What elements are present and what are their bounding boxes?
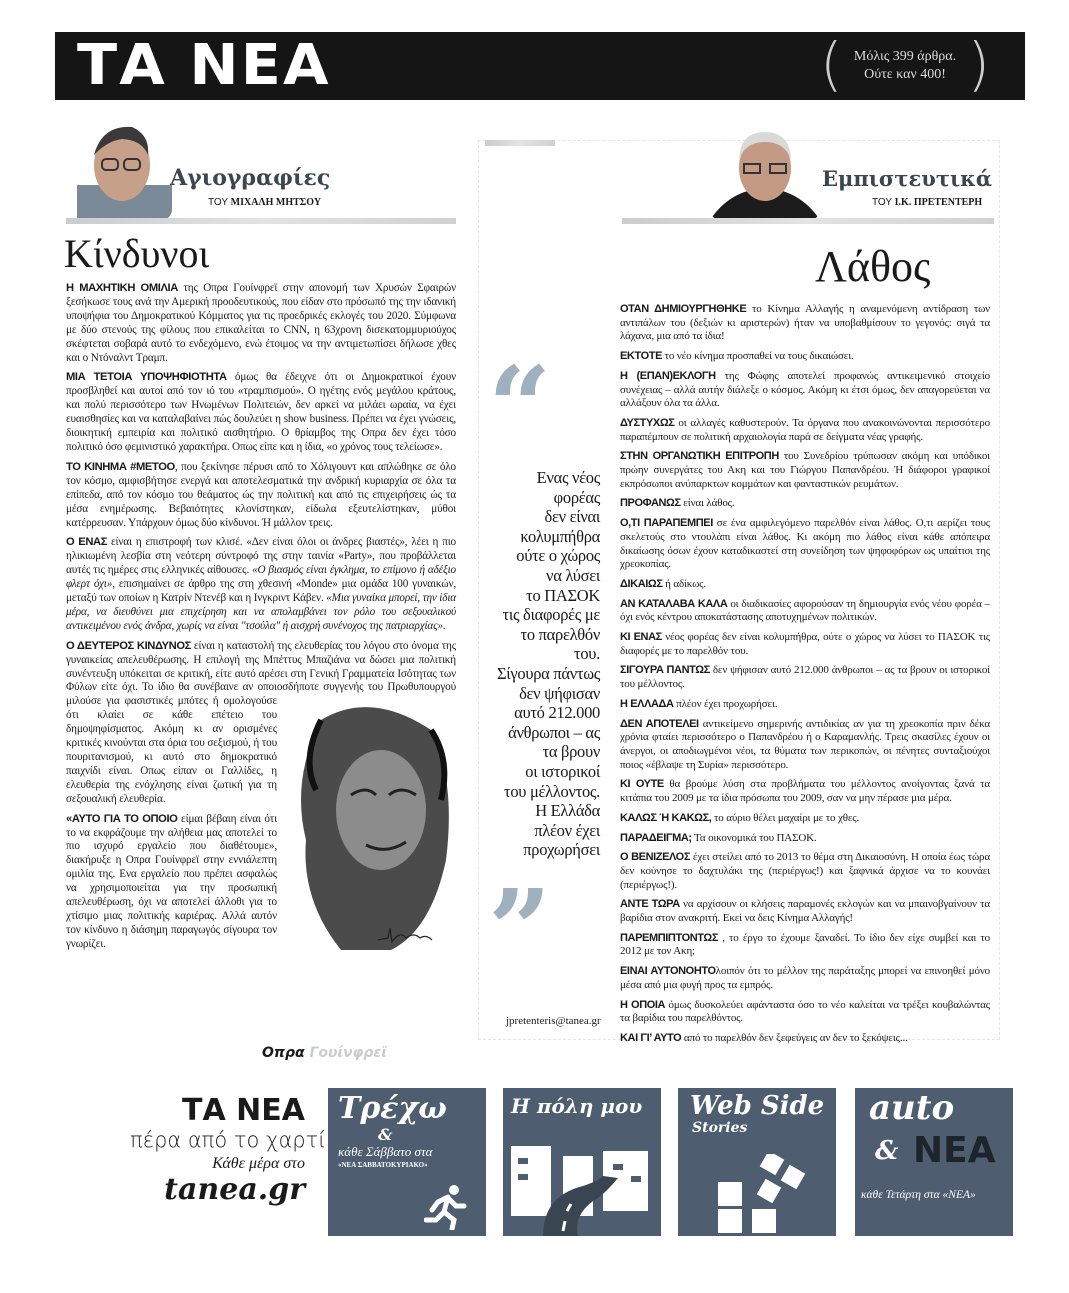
paragraph-lead: ΔΙΚΑΙΩΣ [620, 577, 663, 590]
pull-quote-line: οι ιστορικοί [525, 761, 600, 781]
squares-logo-icon [718, 1154, 818, 1234]
running-man-icon [424, 1184, 468, 1230]
divider [622, 218, 994, 224]
paragraph [620, 932, 990, 959]
pull-quote-line: Σίγουρα πάντως [496, 663, 600, 683]
promo-box-web-side-stories[interactable] [678, 1088, 836, 1236]
pull-quote-line: να λύσει [546, 565, 600, 585]
paragraph-lead: Η ΕΛΛΑΔΑ [620, 697, 674, 710]
paragraph [620, 631, 990, 658]
paragraph-lead: ΣΙΓΟΥΡΑ ΠΑΝΤΩΣ [620, 664, 710, 677]
pull-quote-line: άνθρωποι – ας [508, 722, 600, 742]
paragraph-text: όμως δυσκολεύει αφάνταστα όσο το νέο καλείται να τρέξει κουβαλώντας τα βαρίδια του παρελθόντος. [620, 998, 990, 1025]
artist-signature [376, 924, 436, 946]
paragraph-text: θα βρούμε λύση στα προβλήματα του μέλλοντος ανοίγοντας ξανά τα κιτάπια του 2009 με τα ίδια πρόσωπα του 2009, σαν να μην πέρασε μια μέρα. [620, 778, 991, 805]
promo-logo: ΤΑ ΝΕΑ [182, 1093, 305, 1128]
paragraph-lead: ΑΝ ΚΑΤΑΛΑΒΑ ΚΑΛΑ [620, 597, 728, 610]
newspaper-logo: ΤΑ ΝΕΑ [77, 33, 331, 98]
paragraph-lead: Η ΟΠΟΙΑ [620, 998, 666, 1011]
pull-quote-line: του. [574, 644, 600, 664]
paragraph [620, 999, 990, 1026]
column-rubric: Εμπιστευτικά [822, 166, 993, 191]
paragraph-lead: ΠΑΡΑΔΕΙΓΜΑ; [620, 831, 692, 844]
paragraph [620, 517, 990, 572]
paragraph [620, 417, 990, 444]
masthead-motto [820, 30, 990, 98]
divider [485, 140, 555, 146]
author-email[interactable]: jpretenteris@tanea.gr [506, 1015, 601, 1027]
paragraph [620, 370, 990, 411]
pull-quote-line: αυτό 212.000 [514, 703, 600, 723]
byline-prefix: ΤΟΥ [208, 197, 228, 208]
paragraph-text: του Συνεδρίου τρύπωσαν ακόμη και υπόδικοι πρώην συνεργάτες του Ακη και του Γιώργου Παπανδρέου. Ή διάφοροι γραφικοί εκπρόσωποι ανύπαρκτων κομμάτων και φανταστικών ρευμάτων. [620, 450, 990, 490]
promo-box-sub: «ΝΕΑ ΣΑΒΒΑΤΟΚΥΡΙΑΚΟ» [338, 1161, 428, 1169]
article-title: Κίνδυνοι [64, 231, 210, 276]
paragraph [620, 698, 990, 712]
city-road-icon [503, 1126, 661, 1236]
promo-box-trexo[interactable] [328, 1088, 486, 1236]
close-quote-icon: ” [488, 865, 552, 994]
pull-quote-line: τις διαφορές με [502, 605, 600, 625]
paragraph-text: το αύριο θέλει μαχαίρι με το χθες. [711, 811, 860, 824]
paragraph-text: οι αλλαγές καθυστερούν. Τα όργανα που ανακοινώνονται περισσότερο παραπέμπουν σε πολιτική αρχαιολογία παρά σε δείγματα νέας γραφής. [620, 416, 990, 443]
paragraph-lead: ΚΙ ΕΝΑΣ [620, 631, 662, 644]
divider [66, 218, 456, 224]
promo-box-sub: Stories [692, 1120, 748, 1136]
paragraph-lead: ΔΕΝ ΑΠΟΤΕΛΕΙ [620, 717, 699, 730]
paragraph-text: είναι λάθος. [680, 497, 735, 510]
promo-box-sub: κάθε Τετάρτη στα «ΝΕΑ» [861, 1189, 976, 1201]
paragraph-text: έχει στείλει από το 2013 το θέμα στη Δικαιοσύνη. Η οποία έως τώρα δεν κούνησε το δαχτυλάκι της (περιέργως!) και ξαφνικά άρχισε να το κουνάει (περιέργως!). [620, 851, 990, 891]
masthead [55, 32, 1025, 100]
paragraph-text: το Κίνημα Αλλαγής η αναμενόμενη αντίδραση των αντιπάλων του (δεξιών κι αριστερών) ήταν να υποβαθμίσουν το γεγονός: σιγά τα λάχανα, μια από τα ίδια! [620, 303, 990, 343]
paragraph-text: δεν ψήφισαν αυτό 212.000 άνθρωποι – ας τα βρουν οι ιστορικοί του μέλλοντος. [620, 664, 990, 691]
pull-quote-line: δεν είναι [544, 507, 600, 527]
paragraph-text: Τα οικονομικά του ΠΑΣΟΚ. [691, 831, 817, 844]
paragraph [620, 598, 990, 625]
byline-name: Ι.Κ. ΠΡΕΤΕΝΤΕΡΗ [894, 197, 983, 208]
paragraph [620, 851, 990, 892]
pull-quote-line: Η Ελλάδα [535, 801, 600, 821]
article-body-left [66, 282, 456, 958]
pull-quote-line: φορέας [553, 487, 600, 507]
columnist-photo-pretenteris [710, 120, 820, 220]
promo-daily: Κάθε μέρα στο [212, 1155, 305, 1172]
paragraph [620, 578, 990, 592]
promo-box-title: Τρέχω [338, 1091, 447, 1126]
promo-box-title: ΝΕΑ [913, 1130, 996, 1171]
paragraph [620, 718, 990, 773]
paragraph-lead: ΠΡΟΦΑΝΩΣ [620, 497, 681, 510]
paragraph-lead: ΚΙ ΟΥΤΕ [620, 778, 664, 791]
paragraph: Η ΜΑΧΗΤΙΚΗ ΟΜΙΛΙΑ της Οπρα Γουίνφρεϊ στην απονομή των Χρυσών Σφαιρών ξεσήκωσε τους ανά την Αμερική προοδευτικούς, που είδαν στο πρόσωπό της την ιδανική υποψήφια του Δημοκρατικού Κόμματος για τις προεδρικές εκλογές του 2020. Σύμφωνα με δύο στενούς της φίλους που επικαλείται το CNN, η 63χρονη δισεκατομμυριούχος σκέφτεται σοβαρά αυτό το ενδεχόμενο, ενώ έτοιμος να την αντιμετωπίσει δήλωσε χθες και ο Ντόναλντ Τραμπ. [66, 282, 456, 364]
paragraph [620, 303, 990, 344]
open-quote-icon: “ [488, 342, 552, 471]
paragraph [620, 965, 990, 992]
pull-quote-line: του μέλλοντος. [503, 781, 600, 801]
pull-quote-line: προχωρήσει [523, 840, 600, 860]
paragraph-text: νέος φορέας δεν είναι κολυμπήθρα, ούτε ο χώρος να λύσει το ΠΑΣΟΚ τις διαφορές με το παρελθόν του. [620, 631, 990, 657]
paragraph: «ΑΥΤΟ ΓΙΑ ΤΟ ΟΠΟΙΟ είμαι βέβαιη είναι ότι το να εκφράζουμε την αλήθεια μας αποτελεί το πιο ισχυρό εργαλείο που διαθέτουμε», διακήρυξε η Οπρα Γουίνφρεϊ στην εννιάλεπτη ομιλία της. Ενα εργαλείο που πρέπει ασφαλώς να χρησιμοποιείται για την προσωπική απελευθέρωση, όχι να αποτελεί άλλοθι για το χτίσιμο μιας πολιτικής καριέρας. Αλλά αυτόν τον κίνδυνο η διάσημη παραγωγός σίγουρα τον γνωρίζει. [66, 812, 277, 950]
columnist-photo-mitsos [72, 115, 172, 220]
promo-box-title: auto [869, 1088, 955, 1128]
paragraph: Ο ΕΝΑΣ είναι η επιστροφή των κλισέ. «Δεν είναι όλοι οι άνδρες βιαστές», λέει η πιο ηλικιωμένη λεσβία στη νεότερη σύντροφό της στην ταινία «Party», που προβάλλεται αυτές τις ημέρες στις ελληνικές αίθουσες. «Ο βιασμός είναι έγκλημα, το επίμονο ή αδέξιο φλερτ όχι», επισημαίνει σε άρθρο της στη χθεσινή «Monde» μια ομάδα 100 γυναικών, μεταξύ των οποίων η Κατρίν Ντενέβ και η Ινγκριντ Κάβεν. «Μια γυναίκα μπορεί, την ίδια μέρα, να διευθύνει μια επιχείρηση και να απολαμβάνει τον ρόλο του σεξουαλικού αντικειμένου ενός άνδρα, χωρίς να είναι "τσούλα" ή αισχρή συνένοχος της πατριαρχίας». [66, 536, 457, 632]
motto-line: Ούτε καν 400! [864, 67, 946, 82]
pull-quote-line: ούτε ο χώρος [516, 546, 600, 566]
pull-quote-line: το παρελθόν [520, 624, 600, 644]
paragraph: ΤΟ ΚΙΝΗΜΑ #METOO, που ξεκίνησε πέρυσι από το Χόλιγουντ και απλώθηκε σε όλο τον κόσμο, αμφισβήτησε ενεργά και αποτελεσματικά την ανδρική κυριαρχία σε όλα τα επίπεδα, από τον κόσμο του θεάματος ώς την πολιτική και από τις επιχειρήσεις ώς τα μέσα ενημέρωσης. Βεβαιότητες κλονίστηκαν, είδωλα εξευτελίστηκαν, μύθοι κατέρρευσαν. Υπάρχουν όμως δύο κίνδυνοι. Ή μάλλον τρεις. [66, 460, 456, 529]
caption-last: Γουίνφρεϊ [309, 1045, 387, 1061]
paragraph-lead: ΚΑΙ ΓΙ’ ΑΥΤΟ [620, 1031, 682, 1044]
paragraph-text: οι διαδικασίες αφορούσαν τη δημιουργία ενός νέου φορέα – όχι ενός κέντρου αποκατάστασης αποτυχημένων πολιτικών. [620, 597, 990, 624]
paragraph-text: να αρχίσουν οι κλήσεις παραμονές εκλογών και να μπαινοβγαίνουν τα βαρίδια στον ανακριτή. Εκεί να δεις Κίνημα Αλλαγής! [620, 898, 990, 925]
paragraph-lead: ΕΙΝΑΙ ΑΥΤΟΝΟΗΤΟ [620, 965, 716, 978]
promo-tagline: πέρα από το χαρτί [130, 1128, 327, 1152]
paragraph [620, 350, 990, 364]
paragraph [620, 832, 990, 846]
paragraph-lead: ΟΤΑΝ ΔΗΜΙΟΥΡΓΗΘΗΚΕ [620, 303, 747, 315]
paragraph [620, 664, 990, 691]
paragraph-text: το νέο κίνημα προσπαθεί να τους δικαιώσει. [662, 350, 854, 363]
paragraph-lead: ΕΚΤΟΤΕ [620, 350, 663, 363]
paragraph-lead: ΠΑΡΕΜΠΙΠΤΟΝΤΩΣ [620, 931, 719, 944]
paragraph-text: ή αδίκως. [662, 577, 706, 590]
ampersand: & [378, 1125, 393, 1144]
motto-line: Μόλις 399 άρθρα. [853, 49, 957, 64]
paragraph-text: της Φώφης αποτελεί προφανώς αντικειμενικό στοιχείο συνέχειας – αλλά αυτήν διάλεξε ο κόσμος. Ακόμη κι έτσι όμως, δεν απαγορεύεται να αλλάξουν όλα τα άλλα. [620, 369, 990, 410]
paragraph-lead: ΣΤΗΝ ΟΡΓΑΝΩΤΙΚΗ ΕΠΙΤΡΟΠΗ [620, 450, 779, 463]
oprah-portrait-drawing [281, 700, 456, 950]
paragraph-text: αντικείμενο σημερινής αντιδικίας αν για τη χρεοκοπία πριν δέκα χρόνια φταίει περισσότερο ο Παπανδρέου ή ο Καραμανλής. Τρεις σκασίλες έχουν οι άνεργοι, οι αποδιωγμένοι νέοι, τα θύματα των περικοπών, οι πένητες συνταξιούχοι ποιος «έβλαψε τη Συρία» περισσότερο. [620, 717, 990, 771]
caption-first: Οπρα [262, 1045, 305, 1061]
paragraph-text: λοιπόν ότι το μέλλον της παράταξης μπορεί να επινοηθεί μόνο μέσα από μια φυγή προς τα εμπρός. [620, 965, 990, 991]
paragraph-lead: Ο ΒΕΝΙΖΕΛΟΣ [620, 851, 691, 864]
paragraph [620, 497, 990, 511]
pull-quote-line: δεν ψήφισαν [519, 683, 600, 703]
pull-quote-line: τα βρουν [542, 742, 600, 762]
pull-quote-line: πλέον έχει [534, 820, 600, 840]
paragraph-text: πλέον έχει προχωρήσει. [673, 697, 778, 710]
paragraph [620, 898, 990, 925]
paragraph [620, 450, 990, 491]
promo-box-title: Web Side [690, 1091, 825, 1121]
pull-quote-line: κολυμπήθρα [520, 526, 600, 546]
image-caption [262, 1045, 387, 1061]
column-rubric: Αγιογραφίες [170, 165, 331, 191]
paragraph [620, 1032, 990, 1046]
promo-tanea-gr[interactable] [130, 1093, 327, 1207]
paragraph-lead: Η (ΕΠΑΝ)ΕΚΛΟΓΗ [620, 369, 716, 382]
byline-name: ΜΙΧΑΛΗ ΜΗΤΣΟΥ [230, 197, 322, 208]
byline-prefix: ΤΟΥ [872, 197, 892, 208]
byline [872, 197, 982, 208]
pull-quote [482, 468, 600, 860]
paragraph-text: , το έργο το έχουμε ξαναδεί. Το ίδιο δεν είχε συμβεί και το 2012 με τον Ακη; [620, 931, 990, 958]
promo-box-auto-nea[interactable] [855, 1088, 1013, 1236]
paragraph: ΜΙΑ ΤΕΤΟΙΑ ΥΠΟΨΗΦΙΟΤΗΤΑ όμως θα έδειχνε ότι οι Δημοκρατικοί έχουν προσβληθεί και αυτοί από τον ιό του «τραμπισμού». Ο ηγέτης ενός μεγάλου κράτους, και πολύ περισσότερο των Ηνωμένων Πολιτειών, δεν αρκεί να μιλάει ωραία, να έχει ευαισθησίες και να καταλαβαίνει πώς δουλεύει η show business. Πρέπει να έχει γνώσεις, διοικητική εμπειρία και πολιτικό αισθητήριο. Ο θρίαμβος της Οπρα δεν έχει τόσο πολιτικό όσο φεμινιστικό χαρακτήρα. Οπως είπε και η ίδια, «ο χρόνος τους τελείωσε». [66, 371, 457, 453]
paragraph [620, 778, 990, 805]
promo-box-sub: κάθε Σάββατο στα [338, 1144, 433, 1159]
paragraph [620, 812, 990, 826]
byline [208, 197, 321, 208]
left-paren-icon: ( [820, 30, 843, 98]
promo-box-poli-mou[interactable] [503, 1088, 661, 1236]
ampersand: & [875, 1136, 899, 1166]
right-paren-icon: ) [967, 30, 990, 98]
pull-quote-line: Ενας νέος [536, 468, 600, 487]
paragraph-lead: ΔΥΣΤΥΧΩΣ [620, 416, 675, 429]
paragraph-text: σε ένα αμφιλεγόμενο παρελθόν είναι λάθος. Ο,τι αερίζει τους σκελετούς στο ντουλάπι είναι λάθος. Κι ακόμη πιο λάθος είναι κάθε απόπειρα δικαίωσης όσων έχουν καταδικαστεί στη συνείδηση των ψηφοφόρων ως υπαίτιοι της χρεοκοπίας. [620, 517, 991, 571]
paragraph-lead: ΚΑΛΩΣ Ή ΚΑΚΩΣ, [620, 811, 712, 824]
article-body-right [620, 303, 990, 1052]
promo-site-link[interactable]: tanea.gr [164, 1172, 305, 1207]
paragraph: Ο ΔΕΥΤΕΡΟΣ ΚΙΝΔΥΝΟΣ είναι η καταστολή της ελευθερίας του λόγου στο όνομα της γυναικείας απελευθέρωσης. Η επιλογή της Μπέττυς Μπαζιάνα να δώσει μια πολιτική συνέντευξη υπόκειται σε κριτική, είτε αυτό αρέσει στη Γενική Γραμματεία Ισότητας των Φύλων είτε όχι. Το ίδιο θα συνέβαινε αν οποιοσδήποτε συγγενής του Πρωθυπουργού μιλούσε για φασιστικές μπότες ή ομολογούσε ότι κλαίει σε κάθε επέτειο του δημοψηφίσματος. Ακόμη κι αν ορισμένες κριτικές κινούνται στα όρια του σεξισμού, ή του πουριτανισμού, κι αυτό στο δημοκρατικό παιχνίδι είναι. Οπως είπαν οι Γαλλίδες, η ελευθερία της ενόχλησης είναι ζωτική για τη σεξουαλική ελευθερία. [66, 639, 456, 805]
paragraph-lead: Ο,ΤΙ ΠΑΡΑΠΕΜΠΕΙ [620, 517, 713, 530]
article-title: Λάθος [815, 242, 931, 291]
pull-quote-line: το ΠΑΣΟΚ [526, 585, 600, 605]
paragraph-lead: ΑΝΤΕ ΤΩΡΑ [620, 898, 680, 911]
promo-box-title: Η πόλη μου [511, 1094, 643, 1118]
paragraph-text: από το παρελθόν δεν ξεφεύγεις αν δεν το ξεκόψεις... [681, 1031, 908, 1044]
